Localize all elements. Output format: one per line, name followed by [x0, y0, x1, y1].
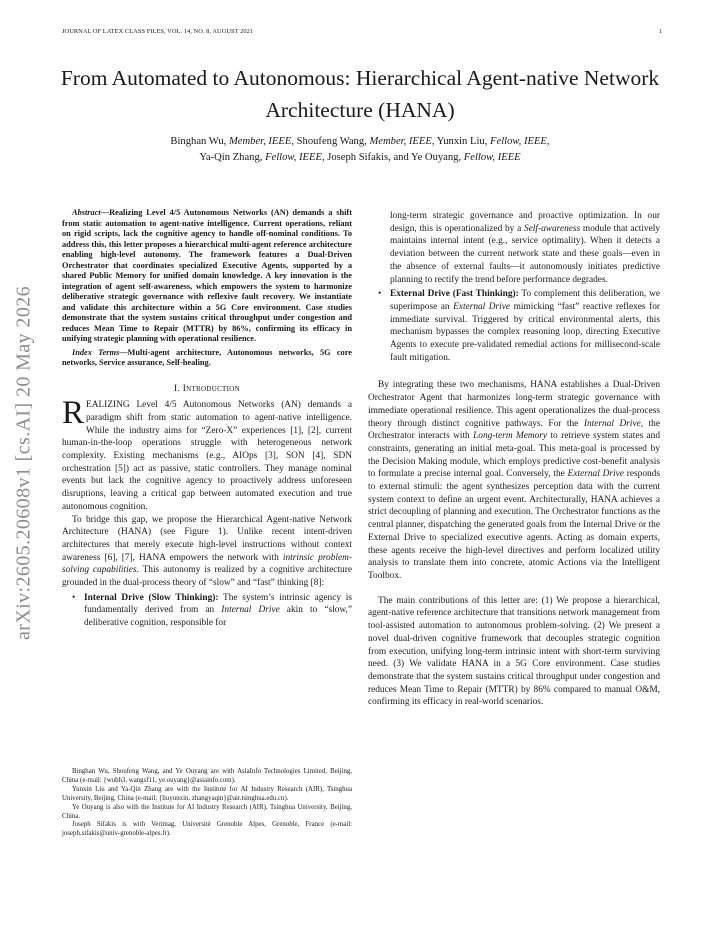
list-item-internal-drive: [84, 592, 352, 630]
drive-list: [62, 592, 352, 630]
footnote: Ye Ouyang is also with the Institute for AI Industry Research (AIR), Tsinghua University, Beijing, China.: [62, 803, 352, 820]
author-membership: Member, IEEE: [369, 136, 432, 147]
author-separator: ,: [546, 136, 550, 147]
arxiv-watermark: [4, 248, 44, 678]
paragraph-text: mimicking “fast” reactive reflexes for immediate survival. Triggered by critical environmental alerts, this mechanism bypasses the complex reasoning loop, directing Executive Agents to execute pre-validated remedial actions for millisecond-scale fault mitigation.: [390, 301, 660, 363]
emphasis: Internal Drive: [583, 418, 641, 429]
author-line-2: [70, 150, 650, 166]
author-membership: Fellow, IEEE: [265, 152, 322, 163]
paragraph-text: responds to external stimuli: the agent synthesizes perception data with the current system context to define an urgent event. Architecturally, HANA achieves a strict decoupling of planning and execution. The Orchestrator functions as the central planner, dispatching the generated goals from the Internal Drive or the External Drive to specialized executive agents. Acting as domain experts, these agents receive the high-level directives and perform localized utility analysis to translate them into concrete, atomic Actions via the Intelligent Toolbox.: [368, 469, 660, 581]
author-name: , Shoufeng Wang,: [291, 136, 367, 147]
paragraph-text: to retrieve system states and constraints, generating an initial meta-goal. This meta-goal is processed by the Decision Making module, which employs predictive cost-benefit analysis to formulate a precise internal goal. Conversely, the: [368, 431, 660, 480]
paragraph-text: , the Orchestrator interacts with: [368, 418, 660, 442]
arxiv-identifier: arXiv:2605.20608v1 [cs.AI] 20 May 2026: [12, 285, 35, 641]
paragraph-text: By integrating these two mechanisms, HANA establishes a Dual-Driven Orchestrator Agent that harmonizes long-term strategic governance with immediate operational resilience. This agent operationalizes the dual-process theory through distinct cognitive pathways. For the: [368, 380, 660, 429]
footnote: Joseph Sifakis is with Verimag, Université Grenoble Alpes, Grenoble, France (e-mail: joseph.sifakis@univ-grenoble-alpes.fr).: [62, 821, 352, 838]
author-membership: Fellow, IEEE: [490, 136, 547, 147]
paragraph-text: akin to “slow,” deliberative cognition, responsible for: [84, 605, 352, 629]
index-terms: [62, 348, 352, 369]
abstract: [62, 208, 352, 345]
emphasis: Long-term Memory: [473, 431, 548, 442]
paper-title: From Automated to Autonomous: Hierarchical Agent-native Network Architecture (HANA): [60, 66, 660, 122]
emphasis: intrinsic problem-solving capabilities: [62, 552, 352, 576]
author-membership: Member, IEEE: [228, 136, 292, 147]
paragraph-text: . This autonomy is realized by a cognitive architecture grounded in the dual-process theory of “slow” and “fast” thinking [8]:: [62, 565, 352, 589]
abstract-text: —Realizing Level 4/5 Autonomous Networks (AN) demands a shift from static automation to agent-native intelligence. Current operations, reliant on rigid scripts, lack the cognitive agency to handle off-nominal conditions. To address this, this letter proposes a hierarchical multi-agent reference architecture enabling high-level autonomy. The framework features a Dual-Driven Orchestrator that coordinates specialized Executive Agents, supported by a shared Public Memory for unified domain knowledge. A key innovation is the integration of agent self-awareness, which empowers the system to harmonize deliberative strategic governance with reflexive fault recovery. We instantiate and validate this architecture within a 5G Core environment. Case studies demonstrate that the system sustains critical throughput under congestion and reduces Mean Time to Repair (MTTR) by 86%, confirming its efficacy in unifying strategic planning with operational resilience.: [62, 208, 352, 343]
paragraph-text: To complement this deliberation, we superimpose an: [390, 289, 660, 312]
author-name: , Joseph Sifakis, and Ye Ouyang,: [321, 152, 462, 163]
author-name: Binghan Wu,: [170, 136, 227, 147]
author-membership: Fellow, IEEE: [463, 152, 521, 163]
section-numeral: I.: [174, 383, 181, 394]
author-line-1: [70, 134, 650, 150]
emphasis: Internal Drive: [221, 605, 280, 616]
paragraph-text: The system’s intrinsic agency is fundamentally derived from an: [84, 592, 353, 616]
spacer: [368, 583, 660, 595]
index-terms-label: Index Terms: [72, 347, 120, 357]
drive-list-continued: [368, 210, 660, 364]
author-name: Ya-Qin Zhang,: [199, 152, 263, 163]
running-head: [62, 28, 662, 40]
left-column: [62, 208, 352, 630]
intro-paragraph-1: [62, 395, 352, 513]
contributions-paragraph: The main contributions of this letter are: (1) We propose a hierarchical, agent-native reference architecture that transitions network management from tool-assisted automation to autonomous problem-solving. (2) We present a novel dual-driven cognitive framework that decouples strategic cognition from execution, unifying long-term intrinsic intent with short-term surviving need. (3) We validate HANA in a 5G Core environment. Case studies demonstrate that the system sustains critical throughput under congestion and reduces Mean Time to Repair (MTTR) by 86% compared to manual O&M, confirming its efficacy in real-world scenarios.: [368, 595, 660, 708]
abstract-label: Abstract: [72, 208, 101, 217]
right-column: [368, 208, 660, 709]
author-name: , Yunxin Liu,: [431, 136, 488, 147]
paragraph-text: module that actively maintains internal intent (e.g., service optimality). When it detects a deviation between the current network state and these goals—even in the absence of external faults—it autonomously initiates predictive planning to rectify the trend before performance degrades.: [390, 223, 660, 285]
footnote: Yunxin Liu and Ya-Qin Zhang are with the Institute for AI Industry Research (AIR), Tsinghua University, Beijing, China (e-mail: {liuyunxin, zhangyaqin}@air.tsinghua.edu.cn).: [62, 785, 352, 802]
paragraph-text: To bridge this gap, we propose the Hierarchical Agent-native Network Architecture (HANA) (see Figure 1). Unlike recent intent-driven architectures that merely execute high-level instructions without context awareness [6], [7], HANA empowers the network with: [62, 514, 352, 563]
list-item-internal-drive-continued: [390, 210, 660, 286]
intro-paragraph-2: [62, 514, 352, 590]
footnote: Binghan Wu, Shoufeng Wang, and Ye Ouyang are with AsiaInfo Technologies Limited, Beijing, China (e-mail: {wubh3, wangsf11, ye.ouyang}@asiainfo.com).: [62, 768, 352, 784]
emphasis: External Drive: [453, 301, 511, 312]
author-block: [70, 134, 650, 166]
page-number: 1: [658, 28, 662, 35]
section-heading: [62, 383, 352, 396]
section-title: Introduction: [182, 383, 240, 394]
list-item-external-drive: [390, 288, 660, 364]
drop-cap: R: [62, 395, 85, 432]
emphasis: Self-awareness: [523, 223, 581, 234]
bullet-title: External Drive (Fast Thinking):: [390, 289, 519, 300]
index-terms-text: —Multi-agent architecture, Autonomous networks, 5G core networks, Service assurance, Self-healing.: [62, 347, 352, 367]
bullet-title: Internal Drive (Slow Thinking):: [84, 592, 219, 603]
footnotes: [62, 768, 352, 839]
emphasis: External Drive: [567, 469, 624, 480]
paragraph-text: EALIZING Level 4/5 Autonomous Networks (AN) demands a paradigm shift from static automation to agent-native intelligence. While the industry aims for “Zero-X” experiences [1], [2], current human-in-the-loop operations struggle with heterogeneous network complexity. Existing mechanisms (e.g., AIOps [3], SON [4], SDN orchestration [5]) act as passive, static controllers. They manage nominal events but lack the cognitive agency to proactively address unforeseen disruptions, leaving a critical gap between automated execution and true autonomous cognition.: [62, 400, 352, 512]
right-paragraph-1: [368, 379, 660, 582]
journal-header: JOURNAL OF LATEX CLASS FILES, VOL. 14, NO. 8, AUGUST 2021: [62, 28, 254, 35]
spacer: [368, 364, 660, 379]
paragraph-text: long-term strategic governance and proactive optimization. In our design, this is operationalized by a: [390, 211, 660, 234]
